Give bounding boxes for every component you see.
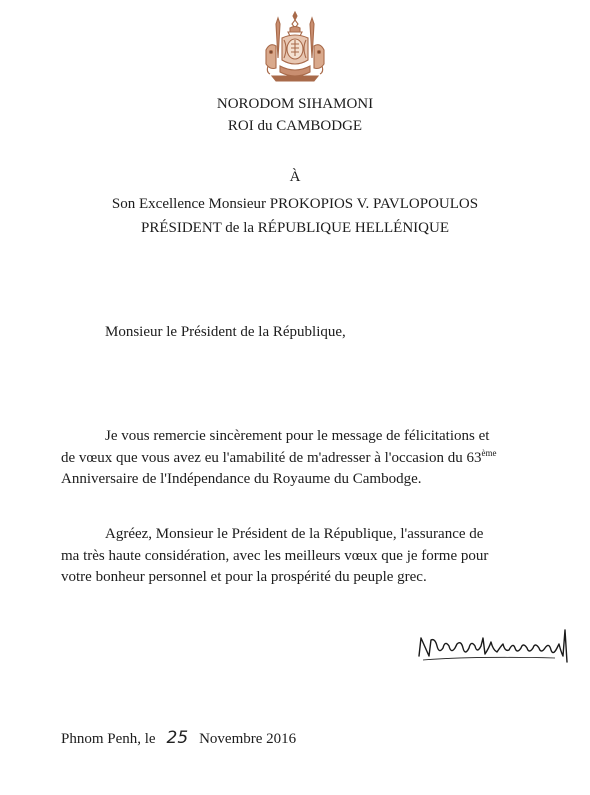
recipient-title: PRÉSIDENT de la RÉPUBLIQUE HELLÉNIQUE [140,220,450,236]
place-prefix: Phnom Penh, le [61,731,156,747]
salutation: Monsieur le Président de la République, [105,324,346,340]
paragraph-line: Je vous remercie sincèrement pour le message de félicitations et [105,428,490,444]
ordinal-suffix: ème [481,447,497,458]
paragraph-line: ma très haute considération, avec les meilleurs vœux que je forme pour [61,547,489,564]
sender-name: NORODOM SIHAMONI [216,96,374,112]
handwritten-day: 25 [166,728,189,748]
month-year: Novembre 2016 [199,731,297,747]
paragraph-line-text: de vœux que vous avez eu l'amabilité de m'adresser à l'occasion du 63 [61,449,482,466]
closing-paragraph [61,524,529,589]
paragraph-line: Agréez, Monsieur le Président de la République, l'assurance de [105,526,484,542]
paragraph-line: Anniversaire de l'Indépendance du Royaume du Cambodge. [61,471,422,487]
paragraph-line: votre bonheur personnel et pour la prospérité du peuple grec. [61,569,427,585]
sender-title: ROI du CAMBODGE [227,118,363,134]
royal-emblem-icon [254,10,336,84]
recipient-name: Son Excellence Monsieur PROKOPIOS V. PAVLOPOULOS [111,196,479,212]
paragraph-line [61,448,529,470]
thanks-paragraph [61,426,529,491]
place-and-date [61,729,296,748]
handwritten-signature [415,626,575,666]
to-label: À [289,169,301,185]
